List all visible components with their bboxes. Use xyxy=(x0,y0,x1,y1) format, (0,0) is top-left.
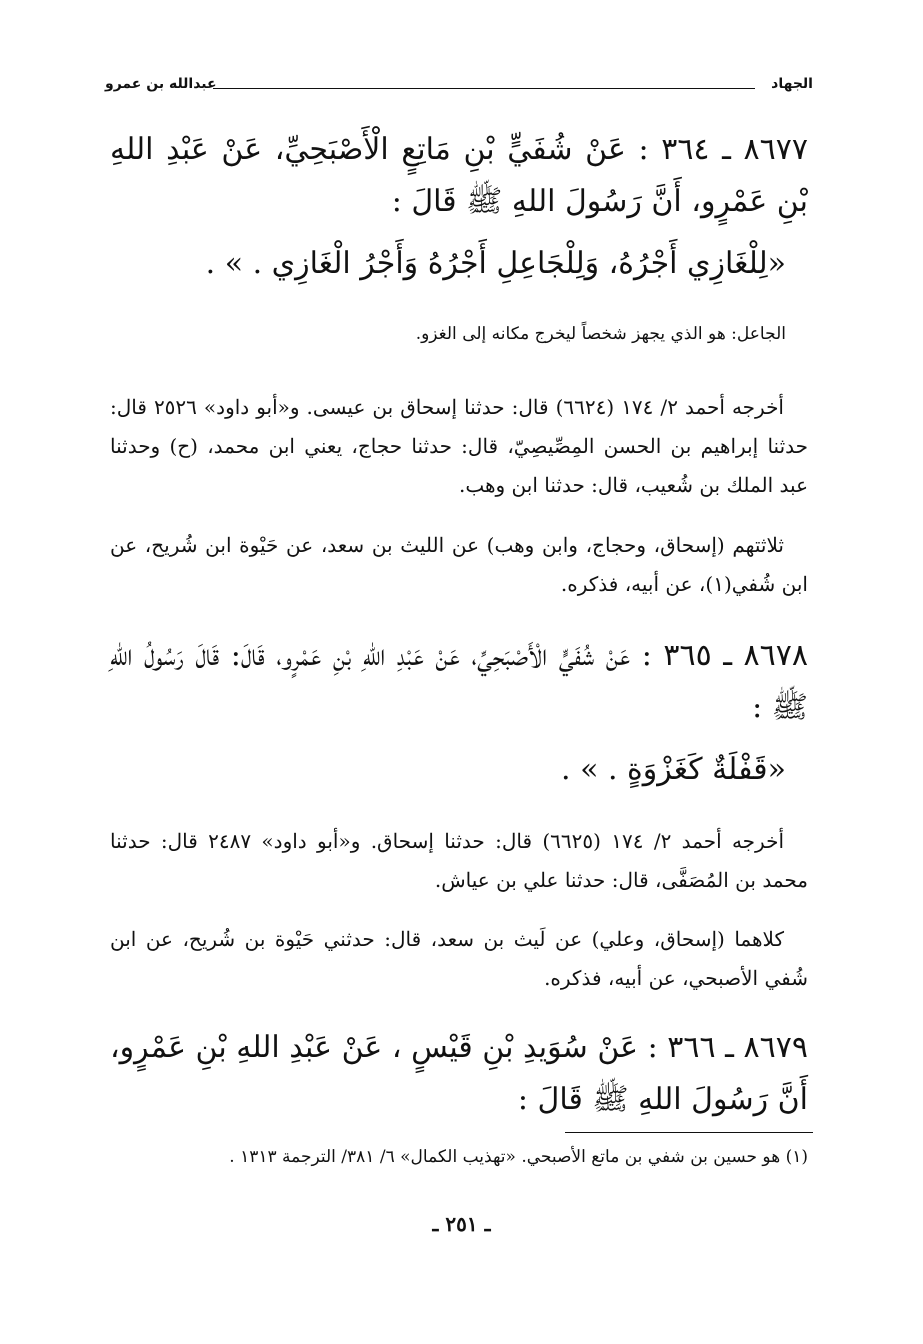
hadith-8677-takhrij-2: ثلاثتهم (إسحاق، وحجاج، وابن وهب) عن الليث بن سعد، عن حَيْوة ابن شُريح، عن ابن شُفي(١)، عن أبيه، فذكره. xyxy=(110,533,808,596)
footnote-separator xyxy=(565,1132,813,1133)
header-narrator: عبدالله بن عمرو xyxy=(105,76,217,92)
hadith-8677-matn: «لِلْغَازِي أَجْرُهُ، وَلِلْجَاعِلِ أَجْرُهُ وَأَجْرُ الْغَازِي . » . xyxy=(205,246,786,281)
hadith-8678-isnad: ٨٦٧٨ ـ ٣٦٥ : عَنْ شُفَيٍّ الْأَصْبَحِيِّ، عَنْ عَبْدِ اللهِ بْنِ عَمْرٍو، قَالَ: قَالَ رَسُولُ اللهِ ﷺ : xyxy=(110,638,808,725)
footnote-1: (١) هو حسين بن شفي بن ماتع الأصبحي. «تهذيب الكمال» ٦/ ٣٨١/ الترجمة ١٣١٣ . xyxy=(229,1147,808,1167)
hadith-8677-takhrij-1: أخرجه أحمد ٢/ ١٧٤ (٦٦٢٤) قال: حدثنا إسحاق بن عيسى. و«أبو داود» ٢٥٢٦ قال: حدثنا إبراهيم بن الحسن المِصِّيصِيّ، قال: حدثنا حجاج، يعني ابن محمد، (ح) وحدثنا عبد الملك بن شُعيب، قال: حدثنا ابن وهب. xyxy=(110,395,808,497)
header-rule xyxy=(213,88,755,89)
hadith-8678-takhrij-1: أخرجه أحمد ٢/ ١٧٤ (٦٦٢٥) قال: حدثنا إسحاق. و«أبو داود» ٢٤٨٧ قال: حدثنا محمد بن المُصَفَّى، قال: حدثنا علي بن عياش. xyxy=(110,829,808,892)
page-number: ـ ٢٥١ ـ xyxy=(432,1212,491,1236)
hadith-8678-takhrij-2: كلاهما (إسحاق، وعلي) عن لَيث بن سعد، قال: حدثني حَيْوة بن شُريح، عن ابن شُفي الأصبحي، عن أبيه، فذكره. xyxy=(110,927,808,990)
running-header xyxy=(105,72,813,96)
hadith-8679-isnad: ٨٦٧٩ ـ ٣٦٦ : عَنْ سُوَيدِ بْنِ قَيْسٍ ، عَنْ عَبْدِ اللهِ بْنِ عَمْرٍو، أَنَّ رَسُولَ اللهِ ﷺ قَالَ : xyxy=(110,1030,808,1117)
hadith-8678-matn: «قَفْلَةٌ كَغَزْوَةٍ . » . xyxy=(561,752,786,787)
header-chapter: الجهاد xyxy=(771,76,813,92)
hadith-8677-gloss: الجاعل: هو الذي يجهز شخصاً ليخرج مكانه إلى الغزو. xyxy=(415,324,786,344)
hadith-8677-isnad: ٨٦٧٧ ـ ٣٦٤ : عَنْ شُفَيٍّ بْنِ مَاتِعٍ الْأَصْبَحِيِّ، عَنْ عَبْدِ اللهِ بْنِ عَمْرٍو، أَنَّ رَسُولَ اللهِ ﷺ قَالَ : xyxy=(110,132,808,219)
